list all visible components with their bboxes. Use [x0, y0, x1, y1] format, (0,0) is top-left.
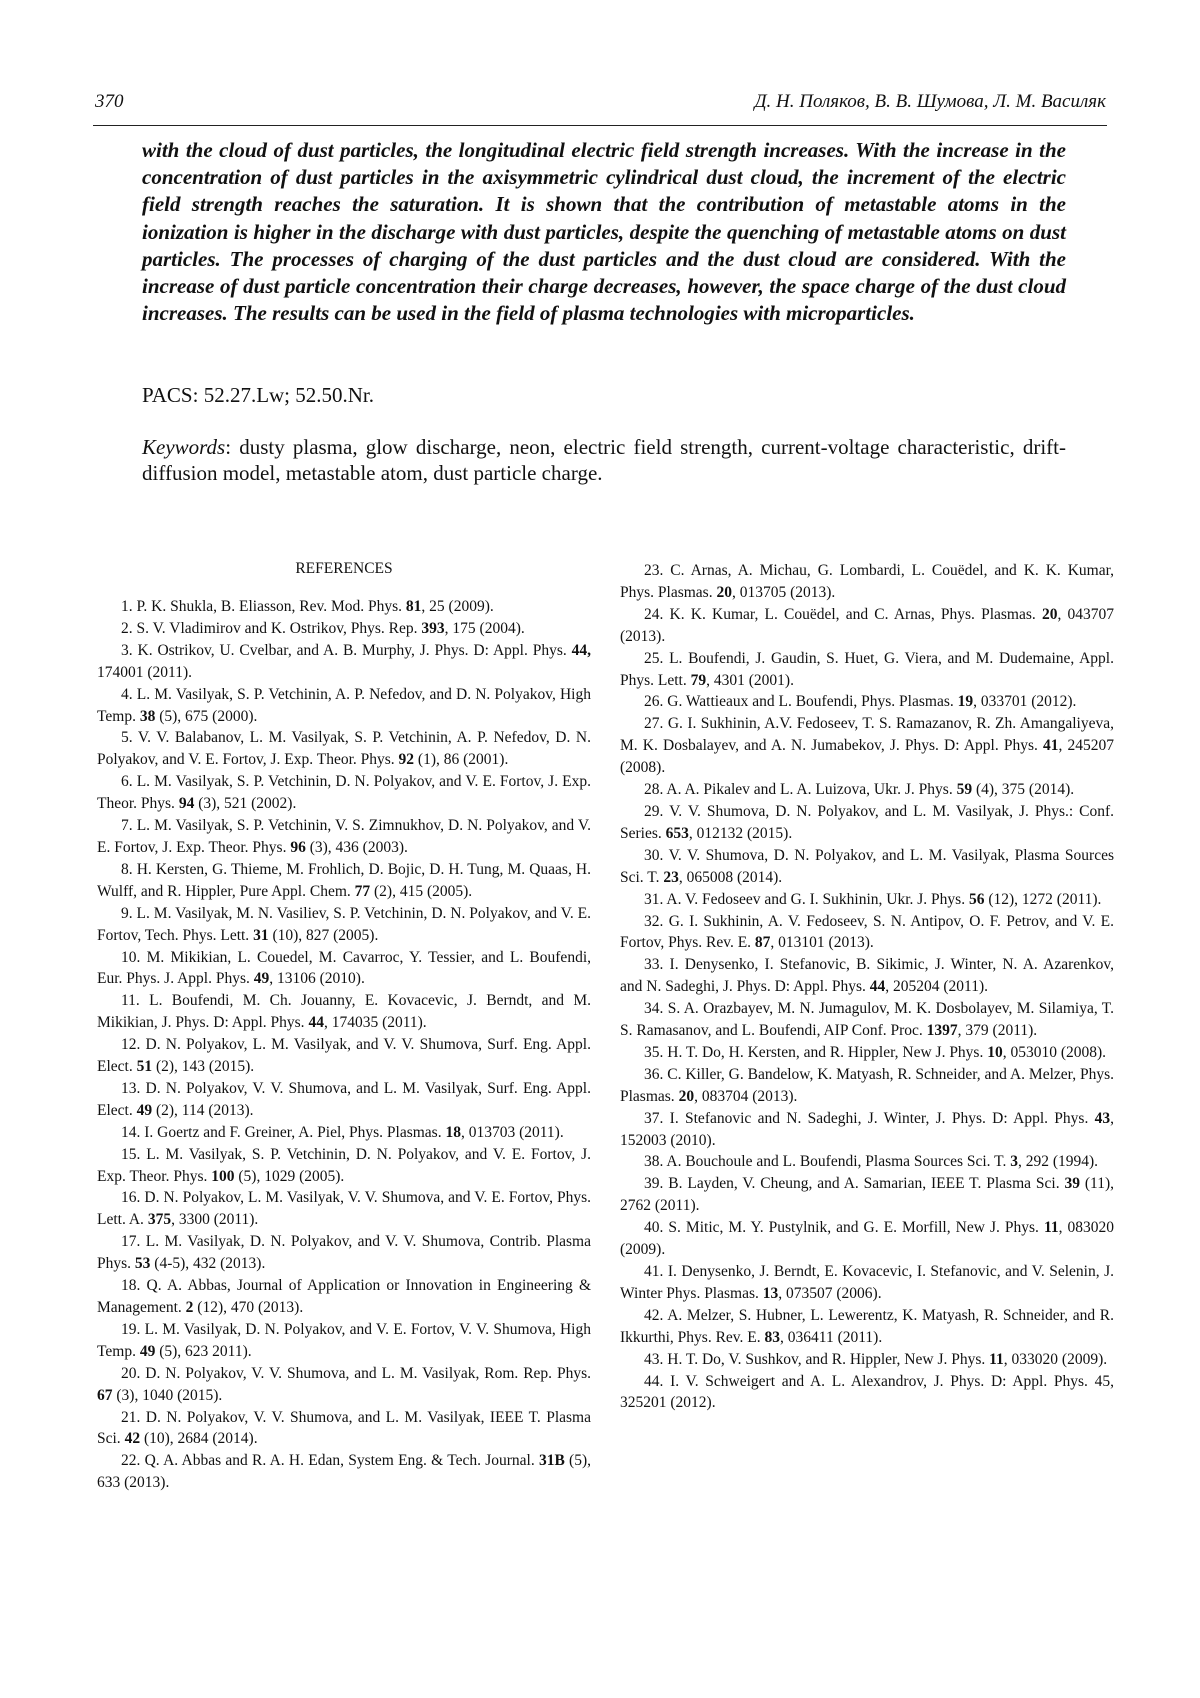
reference-text: 28. A. A. Pikalev and L. A. Luizova, Ukr. J. Phys. [644, 781, 957, 799]
reference-volume: 67 [97, 1386, 113, 1404]
reference-volume: 653 [665, 824, 689, 842]
reference-text: 31. A. V. Fedoseev and G. I. Sukhinin, Ukr. J. Phys. [644, 890, 969, 908]
reference-text: 9. L. M. Vasilyak, M. N. Vasiliev, S. P. Vetchinin, D. N. Polyakov, and V. E. Fortov, Tech. Phys. Lett. [97, 904, 591, 944]
reference-text: 7. L. M. Vasilyak, S. P. Vetchinin, V. S. Zimnukhov, D. N. Polyakov, and V. E. Fortov, J. Exp. Theor. Phys. [97, 817, 591, 856]
reference-item [97, 903, 591, 947]
references-list-right [620, 560, 1114, 1414]
reference-volume: 49 [253, 970, 270, 988]
reference-volume: 41 [1043, 737, 1059, 755]
reference-item [97, 684, 591, 728]
reference-item [97, 1187, 591, 1231]
reference-item [620, 560, 1114, 604]
reference-volume: 3 [1010, 1153, 1018, 1171]
reference-volume: 13 [762, 1284, 779, 1302]
reference-text: 30. V. V. Shumova, D. N. Polyakov, and L. M. Vasilyak, Plasma Sources Sci. T. [620, 846, 1114, 886]
reference-text: 19. L. M. Vasilyak, D. N. Polyakov, and V. E. Fortov, V. V. Shumova, High Temp. [97, 1320, 591, 1360]
reference-text: 23. C. Arnas, A. Michau, G. Lombardi, L. Couëdel, and K. K. Kumar, Phys. Plasmas. [620, 562, 1114, 601]
reference-volume: 10 [987, 1043, 1003, 1061]
reference-text: 38. A. Bouchoule and L. Boufendi, Plasma Sources Sci. T. [644, 1153, 1011, 1171]
reference-details: , 012132 (2015). [688, 824, 793, 842]
reference-text: 33. I. Denysenko, I. Stefanovic, B. Sikimic, J. Winter, N. A. Azarenkov, and N. Sadeghi, J. Phys. D: Appl. Phys. [620, 956, 1114, 996]
reference-details: (5), 1029 (2005). [234, 1167, 345, 1185]
reference-volume: 79 [690, 671, 707, 689]
reference-text: 6. L. M. Vasilyak, S. P. Vetchinin, D. N. Polyakov, and V. E. Fortov, J. Exp. Theor. Phys. [97, 773, 591, 813]
reference-volume: 18 [445, 1123, 461, 1141]
reference-item [620, 889, 1114, 911]
reference-item [97, 771, 591, 815]
reference-details: , 379 (2011). [957, 1022, 1038, 1040]
reference-volume: 96 [290, 838, 306, 856]
reference-item [620, 779, 1114, 801]
reference-text: 27. G. I. Sukhinin, A.V. Fedoseev, T. S. Ramazanov, R. Zh. Amangaliyeva, M. K. Dosbalayev, and A. N. Jumabekov, J. Phys. D: Appl. Phys. [620, 715, 1114, 755]
reference-item [97, 596, 591, 618]
reference-item [620, 1108, 1114, 1152]
reference-details: , 4301 (2001). [706, 671, 794, 689]
reference-details: , 036411 (2011). [780, 1328, 883, 1346]
reference-item [620, 1261, 1114, 1305]
keywords-label: Keywords [142, 435, 226, 459]
reference-text: 26. G. Wattieaux and L. Boufendi, Phys. Plasmas. [644, 693, 958, 711]
reference-volume: 59 [956, 781, 973, 799]
reference-volume: 31B [538, 1452, 565, 1470]
reference-item [97, 1144, 591, 1188]
reference-details: (2), 415 (2005). [370, 882, 473, 900]
reference-text: 22. Q. A. Abbas and R. A. H. Edan, System Eng. & Tech. Journal. [121, 1452, 539, 1470]
reference-volume: 56 [968, 890, 985, 908]
reference-item [620, 1064, 1114, 1108]
reference-details: , 152003 (2010). [620, 1109, 1114, 1149]
running-head: Д. Н. Поляков, В. В. Шумова, Л. М. Василяк [754, 91, 1106, 112]
reference-text: 43. H. T. Do, V. Sushkov, and R. Hippler, New J. Phys. [644, 1350, 990, 1368]
reference-text: 37. I. Stefanovic and N. Sadeghi, J. Winter, J. Phys. D: Appl. Phys. [644, 1109, 1095, 1127]
reference-details: (2), 114 (2013). [152, 1101, 254, 1119]
reference-details: (4-5), 432 (2013). [150, 1255, 266, 1273]
reference-details: , 174035 (2011). [323, 1014, 427, 1032]
reference-item [97, 1319, 591, 1363]
reference-volume: 49 [139, 1342, 156, 1360]
reference-item [620, 1217, 1114, 1261]
reference-details: (3), 521 (2002). [194, 795, 297, 813]
reference-volume: 375 [147, 1211, 172, 1229]
reference-details: , 043707 (2013). [620, 605, 1114, 645]
reference-item [620, 713, 1114, 779]
reference-item [97, 1407, 591, 1451]
reference-volume: 44 [308, 1014, 324, 1032]
reference-details: , 25 (2009). [421, 598, 494, 615]
reference-item [620, 1349, 1114, 1371]
reference-volume: 51 [136, 1058, 153, 1076]
reference-details: , 3300 (2011). [171, 1211, 259, 1229]
reference-text: 1. P. K. Shukla, B. Eliasson, Rev. Mod. Phys. [121, 598, 406, 615]
reference-details: (2), 143 (2015). [152, 1058, 255, 1076]
reference-volume: 42 [124, 1430, 141, 1448]
header-rule [93, 125, 1107, 126]
reference-item [620, 1305, 1114, 1349]
reference-text: 24. K. K. Kumar, L. Couëdel, and C. Arnas, Phys. Plasmas. [644, 605, 1042, 623]
reference-volume: 39 [1064, 1175, 1080, 1193]
reference-item [620, 845, 1114, 889]
reference-volume: 49 [136, 1101, 153, 1119]
reference-details: (1), 86 (2001). [414, 751, 509, 769]
reference-text: 12. D. N. Polyakov, L. M. Vasilyak, and V. V. Shumova, Surf. Eng. Appl. Elect. [97, 1036, 591, 1076]
reference-text: 41. I. Denysenko, J. Berndt, E. Kovacevic, I. Stefanovic, and V. Selenin, J. Winter Phys. Plasmas. [620, 1263, 1114, 1302]
reference-item [620, 1173, 1114, 1217]
reference-item [620, 648, 1114, 692]
reference-text: 15. L. M. Vasilyak, S. P. Vetchinin, D. N. Polyakov, and V. E. Fortov, J. Exp. Theor. Phys. [97, 1145, 591, 1185]
reference-text: 16. D. N. Polyakov, L. M. Vasilyak, V. V. Shumova, and V. E. Fortov, Phys. Lett. A. [97, 1189, 591, 1229]
reference-details: , 245207 (2008). [620, 737, 1115, 777]
pacs-codes: PACS: 52.27.Lw; 52.50.Nr. [142, 383, 375, 407]
reference-text: 44. I. V. Schweigert and A. L. Alexandrov, J. Phys. D: Appl. Phys. [644, 1372, 1095, 1390]
reference-item [97, 1122, 591, 1144]
reference-text: 17. L. M. Vasilyak, D. N. Polyakov, and V. V. Shumova, Contrib. Plasma Phys. [97, 1233, 591, 1273]
reference-volume: 1397 [926, 1022, 958, 1040]
reference-details: , 033701 (2012). [973, 693, 1077, 711]
reference-text: 32. G. I. Sukhinin, A. V. Fedoseev, S. N. Antipov, O. F. Petrov, and V. E. Fortov, Phys. Rev. E. [620, 912, 1114, 952]
reference-text: 13. D. N. Polyakov, V. V. Shumova, and L. M. Vasilyak, Surf. Eng. Appl. Elect. [97, 1079, 591, 1119]
reference-details: , 205204 (2011). [885, 978, 988, 996]
reference-volume: 19 [957, 693, 974, 711]
reference-volume: 77 [354, 882, 371, 900]
reference-item [620, 1371, 1114, 1415]
reference-item [97, 1231, 591, 1275]
reference-text: 5. V. V. Balabanov, L. M. Vasilyak, S. P. Vetchinin, A. P. Nefedov, D. N. Polyakov, and V. E. Fortov, J. Exp. Theor. Phys. [97, 729, 591, 769]
reference-text: 34. S. A. Orazbayev, M. N. Jumagulov, M. K. Dosbolayev, M. Silamiya, T. S. Ramasanov, and L. Boufendi, AIP Conf. Proc. [620, 1000, 1114, 1040]
reference-details: (10), 2684 (2014). [140, 1430, 258, 1448]
reference-details: (12), 470 (2013). [193, 1299, 304, 1316]
reference-volume: 53 [134, 1255, 151, 1273]
reference-item [620, 1151, 1114, 1173]
reference-volume: 94 [178, 795, 195, 813]
reference-item [97, 947, 591, 991]
reference-text: 39. B. Layden, V. Cheung, and A. Samarian, IEEE T. Plasma Sci. [644, 1175, 1065, 1193]
reference-details: 174001 (2011). [97, 663, 192, 681]
reference-item [97, 859, 591, 903]
reference-item [620, 604, 1114, 648]
reference-volume: 23 [663, 868, 679, 886]
reference-volume: 31 [253, 926, 269, 944]
abstract: with the cloud of dust particles, the longitudinal electric field strength increases. With the increase in the concentration of dust particles in the axisymmetric cylindrical dust cloud, the increment of the electric field strength reaches the saturation. It is shown that the contribution of metastable atoms in the ionization is higher in the discharge with dust particles, despite the quenching of metastable atoms on dust particles. The processes of charging of the dust particles and the dust cloud are considered. With the increase of dust particle concentration their charge decreases, however, the space charge of the dust cloud increases. The results can be used in the field of plasma technologies with microparticles. [142, 138, 1066, 326]
reference-item [97, 640, 591, 684]
reference-item [97, 1275, 591, 1319]
keywords-text: : dusty plasma, glow discharge, neon, electric field strength, current-voltage characteristic, drift-diffusion model, metastable atom, dust particle charge. [142, 435, 1066, 485]
reference-details: (11), 2762 (2011). [620, 1175, 1115, 1215]
reference-volume: 20 [1041, 605, 1058, 623]
reference-text: 35. H. T. Do, H. Kersten, and R. Hippler, New J. Phys. [644, 1043, 988, 1061]
reference-details: (3), 436 (2003). [305, 838, 408, 856]
reference-details: , 292 (1994). [1017, 1153, 1099, 1171]
reference-details: (5), 633 (2013). [97, 1452, 592, 1492]
reference-details: , 033020 (2009). [1003, 1350, 1108, 1368]
reference-item [97, 727, 591, 771]
reference-volume: 38 [139, 707, 156, 725]
reference-details: 45, 325201 (2012). [620, 1372, 1114, 1412]
reference-text: 25. L. Boufendi, J. Gaudin, S. Huet, G. Viera, and M. Dudemaine, Appl. Phys. Lett. [620, 649, 1114, 689]
reference-volume: 20 [716, 583, 732, 601]
reference-volume: 44, [571, 641, 591, 659]
reference-text: 8. H. Kersten, G. Thieme, M. Frohlich, D. Bojic, D. H. Tung, M. Quaas, H. Wulff, and R. Hippler, Pure Appl. Chem. [97, 860, 591, 900]
page-number: 370 [95, 91, 124, 112]
reference-item [97, 1363, 591, 1407]
reference-item [620, 691, 1114, 713]
reference-text: 3. K. Ostrikov, U. Cvelbar, and A. B. Murphy, J. Phys. D: Appl. Phys. [121, 641, 572, 659]
reference-volume: 44 [869, 978, 886, 996]
reference-item [620, 954, 1114, 998]
reference-item [97, 815, 591, 859]
reference-volume: 83 [764, 1328, 781, 1346]
reference-details: , 073507 (2006). [778, 1284, 882, 1302]
reference-text: 42. A. Melzer, S. Hubner, L. Lewerentz, K. Matyash, R. Schneider, and R. Ikkurthi, Phys. Rev. E. [620, 1306, 1114, 1346]
reference-details: , 083020 (2009). [620, 1219, 1114, 1259]
reference-volume: 81 [405, 598, 422, 615]
reference-volume: 20 [678, 1087, 695, 1105]
reference-volume: 87 [754, 934, 771, 952]
references-left-column [97, 558, 591, 1494]
reference-volume: 393 [421, 619, 445, 637]
reference-details: (12), 1272 (2011). [984, 890, 1102, 908]
reference-details: , 083704 (2013). [694, 1087, 798, 1105]
reference-item [620, 1042, 1114, 1064]
reference-text: 11. L. Boufendi, M. Ch. Jouanny, E. Kovacevic, J. Berndt, and M. Mikikian, J. Phys. D: Appl. Phys. [97, 992, 591, 1032]
reference-item [620, 801, 1114, 845]
reference-details: , 175 (2004). [444, 619, 525, 637]
references-right-column [620, 560, 1114, 1414]
reference-text: 2. S. V. Vladimirov and K. Ostrikov, Phys. Rep. [121, 619, 422, 637]
references-list-left [97, 596, 591, 1494]
reference-volume: 92 [398, 751, 415, 769]
reference-details: (5), 675 (2000). [155, 707, 258, 725]
reference-text: 10. M. Mikikian, L. Couedel, M. Cavarroc, Y. Tessier, and L. Boufendi, Eur. Phys. J. Appl. Phys. [97, 948, 591, 988]
reference-details: (10), 827 (2005). [268, 926, 379, 944]
reference-text: 4. L. M. Vasilyak, S. P. Vetchinin, A. P. Nefedov, and D. N. Polyakov, High Temp. [97, 685, 591, 725]
reference-text: 20. D. N. Polyakov, V. V. Shumova, and L. M. Vasilyak, Rom. Rep. Phys. [121, 1364, 591, 1382]
reference-text: 18. Q. A. Abbas, Journal of Application or Innovation in Engineering & Management. [97, 1277, 591, 1316]
reference-item [97, 1450, 591, 1494]
reference-volume: 100 [211, 1167, 235, 1185]
keywords [142, 434, 1066, 486]
reference-text: 14. I. Goertz and F. Greiner, A. Piel, Phys. Plasmas. [121, 1123, 446, 1141]
reference-volume: 43 [1094, 1109, 1111, 1127]
reference-details: , 053010 (2008). [1002, 1043, 1107, 1061]
reference-item [97, 1078, 591, 1122]
reference-item [97, 990, 591, 1034]
reference-item [97, 1034, 591, 1078]
reference-item [97, 618, 591, 640]
reference-text: 29. V. V. Shumova, D. N. Polyakov, and L. M. Vasilyak, J. Phys.: Conf. Series. [620, 802, 1114, 842]
reference-details: (3), 1040 (2015). [112, 1386, 223, 1404]
reference-details: , 13106 (2010). [269, 970, 365, 988]
reference-volume: 2 [185, 1299, 194, 1316]
reference-text: 40. S. Mitic, M. Y. Pustylnik, and G. E. Morfill, New J. Phys. [644, 1219, 1044, 1237]
reference-text: 36. C. Killer, G. Bandelow, K. Matyash, R. Schneider, and A. Melzer, Phys. Plasmas. [620, 1065, 1114, 1105]
reference-details: , 013101 (2013). [770, 934, 874, 952]
reference-details: (5), 623 2011). [155, 1342, 252, 1360]
reference-details: , 013705 (2013). [731, 583, 836, 601]
reference-volume: 11 [989, 1350, 1004, 1368]
reference-item [620, 911, 1114, 955]
reference-text: 21. D. N. Polyakov, V. V. Shumova, and L. M. Vasilyak, IEEE T. Plasma Sci. [97, 1408, 591, 1448]
references-heading: REFERENCES [295, 560, 393, 577]
reference-item [620, 998, 1114, 1042]
reference-details: , 013703 (2011). [460, 1123, 564, 1141]
reference-volume: 11 [1043, 1219, 1059, 1237]
reference-details: , 065008 (2014). [678, 868, 783, 886]
reference-details: (4), 375 (2014). [972, 781, 1075, 799]
